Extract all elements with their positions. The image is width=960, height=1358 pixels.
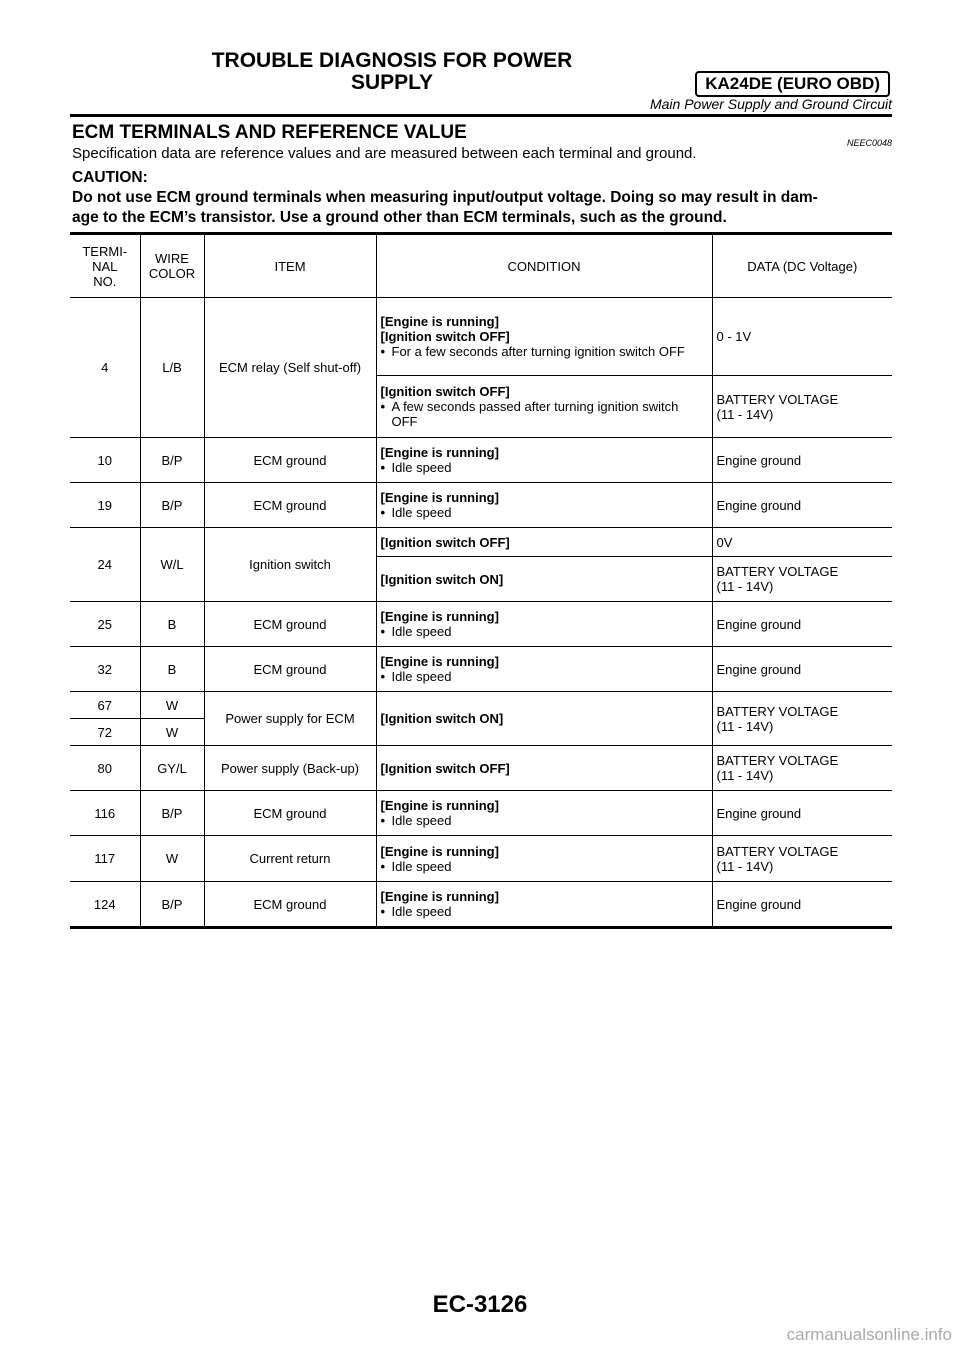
terminal-number: 10 <box>70 438 140 483</box>
condition: [Engine is running] • Idle speed <box>376 483 712 528</box>
table-row <box>70 298 892 376</box>
terminal-number: 19 <box>70 483 140 528</box>
condition: [Engine is running] • Idle speed <box>376 836 712 882</box>
table-row <box>70 438 892 483</box>
item: Ignition switch <box>204 528 376 602</box>
data-value: Engine ground <box>712 438 892 483</box>
page-number: EC-3126 <box>432 1291 528 1318</box>
wire-color: B/P <box>140 791 204 836</box>
data-value: BATTERY VOLTAGE (11 - 14V) <box>712 376 892 438</box>
bullet-icon: • <box>380 813 386 828</box>
condition: [Ignition switch OFF] <box>376 528 712 557</box>
wire-color: W <box>140 692 204 719</box>
terminal-number: 4 <box>70 298 140 438</box>
condition: [Engine is running] • Idle speed <box>376 647 712 692</box>
data-value: BATTERY VOLTAGE (11 - 14V) <box>712 557 892 602</box>
table-row <box>70 528 892 557</box>
data-value: Engine ground <box>712 791 892 836</box>
wire-color: B <box>140 602 204 647</box>
item: ECM ground <box>204 791 376 836</box>
caution-line1: Do not use ECM ground terminals when measuring input/output voltage. Doing so may result in dam- <box>72 189 818 206</box>
bullet-icon: • <box>380 624 386 639</box>
header-title-line2: SUPPLY <box>350 71 434 94</box>
terminal-number: 117 <box>70 836 140 882</box>
wire-color: GY/L <box>140 746 204 791</box>
terminal-number: 124 <box>70 882 140 928</box>
terminal-number: 24 <box>70 528 140 602</box>
table-row <box>70 483 892 528</box>
bullet-icon: • <box>380 858 386 874</box>
item: ECM ground <box>204 438 376 483</box>
header-terminal-no: TERMI- NAL NO. <box>70 234 140 298</box>
engine-badge: KA24DE (EURO OBD) <box>695 71 890 97</box>
terminal-number: 32 <box>70 647 140 692</box>
table-row <box>70 791 892 836</box>
bullet-icon: • <box>380 399 386 414</box>
table-header-row <box>70 234 892 298</box>
header-divider <box>70 114 892 117</box>
wire-color: B <box>140 647 204 692</box>
condition: [Engine is running] • Idle speed <box>376 602 712 647</box>
terminal-number: 72 <box>70 719 140 746</box>
condition: [Engine is running] • Idle speed <box>376 882 712 928</box>
condition: [Engine is running] • Idle speed <box>376 791 712 836</box>
caution-line2: age to the ECM’s transistor. Use a ground other than ECM terminals, such as the ground. <box>72 209 727 226</box>
item: ECM ground <box>204 602 376 647</box>
data-value: BATTERY VOLTAGE (11 - 14V) <box>712 746 892 791</box>
terminal-number: 116 <box>70 791 140 836</box>
item: Current return <box>204 836 376 882</box>
spec-note: Specification data are reference values and are measured between each terminal and ground. <box>72 145 697 162</box>
wire-color: B/P <box>140 882 204 928</box>
header-item: ITEM <box>204 234 376 298</box>
caution-block <box>72 168 892 228</box>
condition: [Ignition switch ON] <box>376 557 712 602</box>
wire-color: W <box>140 836 204 882</box>
item: ECM ground <box>204 647 376 692</box>
item: ECM ground <box>204 882 376 928</box>
header-condition: CONDITION <box>376 234 712 298</box>
table-row <box>70 746 892 791</box>
terminal-number: 25 <box>70 602 140 647</box>
bullet-icon: • <box>380 505 386 520</box>
data-value: Engine ground <box>712 882 892 928</box>
header-data: DATA (DC Voltage) <box>712 234 892 298</box>
condition: [Ignition switch ON] <box>376 692 712 746</box>
watermark: carmanualsonline.info <box>786 1325 952 1344</box>
item: ECM relay (Self shut-off) <box>204 298 376 438</box>
wire-color: B/P <box>140 438 204 483</box>
section-title: ECM TERMINALS AND REFERENCE VALUE <box>72 122 467 143</box>
item: Power supply for ECM <box>204 692 376 746</box>
data-value: Engine ground <box>712 602 892 647</box>
condition: [Ignition switch OFF] <box>376 746 712 791</box>
wire-color: B/P <box>140 483 204 528</box>
wire-color: L/B <box>140 298 204 438</box>
data-value: Engine ground <box>712 483 892 528</box>
table-row <box>70 836 892 882</box>
table-row <box>70 647 892 692</box>
bullet-icon: • <box>380 669 386 684</box>
item: ECM ground <box>204 483 376 528</box>
wire-color: W/L <box>140 528 204 602</box>
page-header-title <box>0 50 784 94</box>
data-value: 0 - 1V <box>712 298 892 376</box>
data-value: BATTERY VOLTAGE (11 - 14V) <box>712 836 892 882</box>
table-row <box>70 602 892 647</box>
item: Power supply (Back-up) <box>204 746 376 791</box>
terminal-number: 67 <box>70 692 140 719</box>
condition: [Engine is running] • Idle speed <box>376 438 712 483</box>
bullet-icon: • <box>380 460 386 475</box>
bullet-icon: • <box>380 904 386 919</box>
table-row <box>70 882 892 928</box>
data-value: Engine ground <box>712 647 892 692</box>
condition: [Ignition switch OFF] • A few seconds passed after turning ignition switch OFF <box>376 376 712 438</box>
section-code: NEEC0048 <box>846 138 892 148</box>
table-row <box>70 692 892 719</box>
wire-color: W <box>140 719 204 746</box>
data-value: BATTERY VOLTAGE (11 - 14V) <box>712 692 892 746</box>
condition: [Engine is running] [Ignition switch OFF] • For a few seconds after turning ignition switch OFF <box>376 298 712 376</box>
data-value: 0V <box>712 528 892 557</box>
header-wire-color: WIRE COLOR <box>140 234 204 298</box>
header-subtitle: Main Power Supply and Ground Circuit <box>649 96 892 112</box>
bullet-icon: • <box>380 344 386 359</box>
header-title-line1: TROUBLE DIAGNOSIS FOR POWER <box>211 49 573 72</box>
caution-label: CAUTION: <box>72 169 148 186</box>
terminal-number: 80 <box>70 746 140 791</box>
ecm-terminal-table <box>70 232 892 929</box>
